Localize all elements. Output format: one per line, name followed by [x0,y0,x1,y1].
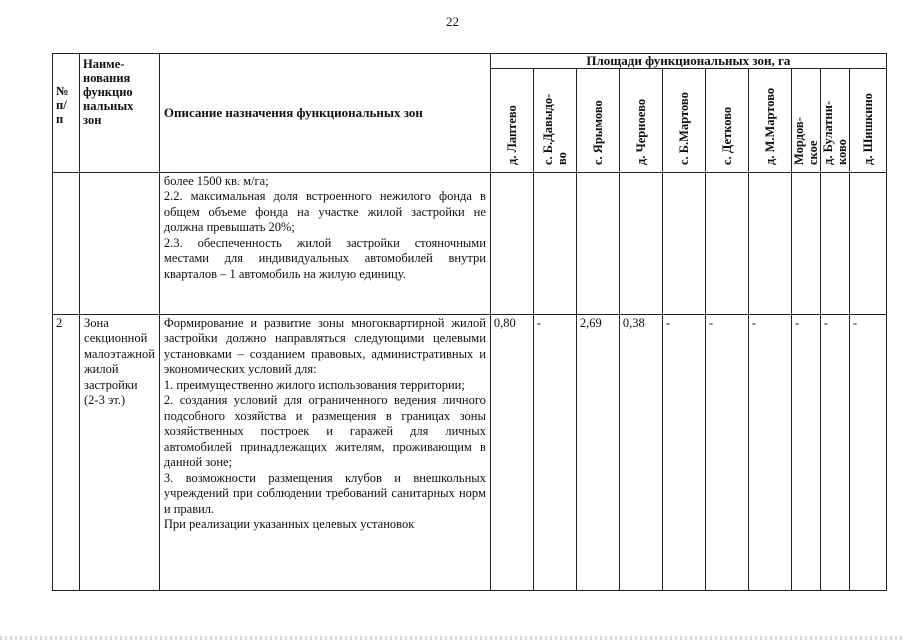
header-village: д. Булатни- ково [820,69,849,173]
area-value: 0,38 [619,314,662,590]
header-village: с. Б.Давыдо- во [533,69,576,173]
area-value: - [748,314,791,590]
table-row [53,314,887,590]
area-value: - [820,314,849,590]
area-value [533,172,576,314]
row-description [159,172,490,314]
description-paragraph: 2. создания условий для ограниченного ведения личного подсобного хозяйства и размещения в границах зоны хозяйственных построек и гаражей для личных автомобилей принадлежащих жителям, проживающим в данной зоне; [163,393,486,469]
area-value: 0,80 [490,314,533,590]
row-description [159,314,490,590]
area-value [748,172,791,314]
description-paragraph: Формирование и развитие зоны многоквартирной жилой застройки должно направляться следующими целевыми установками – созданием правовых, административных и экономических условий для: [163,315,486,376]
header-num: № п/ п [53,54,80,173]
area-value: - [705,314,748,590]
row-num: 2 [53,314,80,590]
description-paragraph: более 1500 кв. м/га; [163,173,269,188]
header-zone-name: Наиме- нования функцио нальных зон [80,54,160,173]
header-village: д. Черноево [619,69,662,173]
area-value: - [791,314,820,590]
area-value [490,172,533,314]
area-value [576,172,619,314]
area-value [791,172,820,314]
header-village: с. Б.Мартово [662,69,705,173]
description-paragraph: 3. возможности размещения клубов и внешкольных учреждений при соблюдении требований санитарных норм и правил. [163,470,486,516]
page-number: 22 [446,14,459,29]
area-value [849,172,886,314]
area-value: 2,69 [576,314,619,590]
header-village: д. Лаптево [490,69,533,173]
description-paragraph: 2.3. обеспеченность жилой застройки стояночными местами для индивидуальных автомобилей внутри кварталов – 1 автомобиль на жилую единицу. [163,235,486,281]
description-paragraph: 1. преимущественно жилого использования территории; [163,377,465,392]
area-value [820,172,849,314]
area-value [705,172,748,314]
description-paragraph: При реализации указанных целевых установок [163,517,415,531]
header-village: д. М.Мартово [748,69,791,173]
scan-edge-noise [0,636,905,640]
header-areas-title: Площади функциональных зон, га [490,54,886,69]
header-village: Мордов- ское [791,69,820,173]
row-zone-name: Зона секционной малоэтажной жилой застройки (2-3 эт.) [80,314,160,590]
table-row [53,172,887,314]
area-value: - [662,314,705,590]
area-value: - [533,314,576,590]
functional-zones-table [52,53,887,591]
header-village: с. Ярымово [576,69,619,173]
area-value: - [849,314,886,590]
header-village: с. Детково [705,69,748,173]
header-village: д. Шишкино [849,69,886,173]
header-description: Описание назначения функциональных зон [159,54,490,173]
row-zone-name [80,172,160,314]
row-num [53,172,80,314]
header-row-1 [53,54,887,69]
area-value [662,172,705,314]
description-paragraph: 2.2. максимальная доля встроенного нежилого фонда в общем объеме фонда на участке жилой застройки не должна превышать 20%; [163,189,486,234]
area-value [619,172,662,314]
